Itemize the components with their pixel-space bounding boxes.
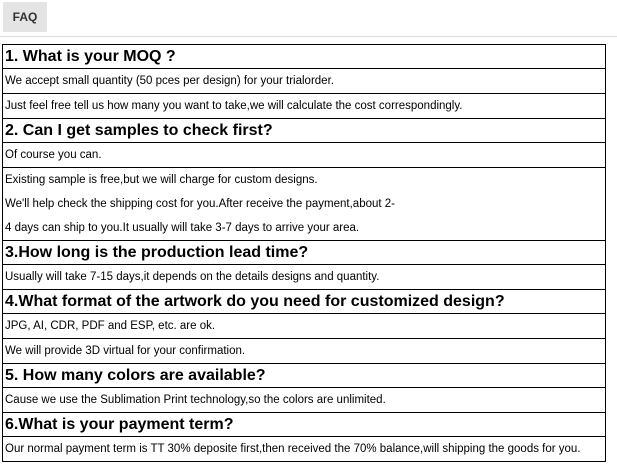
faq-answer-row bbox=[3, 69, 606, 94]
answer-line: Usually will take 7-15 days,it depends on the details designs and quantity. bbox=[5, 271, 380, 283]
faq-question-row bbox=[3, 364, 606, 388]
answer-line: We will provide 3D virtual for your confirmation. bbox=[5, 345, 246, 357]
faq-answer-row bbox=[3, 339, 606, 364]
faq-question: 6.What is your payment term? bbox=[3, 413, 606, 437]
faq-question: 3.How long is the production lead time? bbox=[3, 241, 606, 265]
faq-question: 5. How many colors are available? bbox=[3, 364, 606, 388]
faq-question-row bbox=[3, 241, 606, 265]
faq-answer bbox=[3, 265, 606, 290]
answer-line: Our normal payment term is TT 30% deposite first,then received the 70% balance,will shipping the goods for you. bbox=[5, 443, 581, 455]
faq-answer-row bbox=[3, 143, 606, 168]
faq-answer-row bbox=[3, 314, 606, 339]
answer-line: We'll help check the shipping cost for you.After receive the payment,about 2- bbox=[5, 198, 396, 210]
faq-question: 1. What is your MOQ ? bbox=[3, 45, 606, 69]
answer-line: Just feel free tell us how many you want to take,we will calculate the cost correspondingly. bbox=[5, 100, 463, 112]
tab-bar bbox=[0, 0, 617, 37]
faq-answer-row bbox=[3, 437, 606, 462]
faq-table bbox=[2, 44, 606, 462]
faq-question: 2. Can I get samples to check first? bbox=[3, 119, 606, 143]
answer-line: Of course you can. bbox=[5, 149, 102, 161]
faq-question: 4.What format of the artwork do you need for customized design? bbox=[3, 290, 606, 314]
faq-question-row bbox=[3, 119, 606, 143]
faq-answer bbox=[3, 168, 606, 241]
faq-answer-row bbox=[3, 168, 606, 241]
faq-question-row bbox=[3, 45, 606, 69]
tab-faq[interactable]: FAQ bbox=[3, 2, 47, 32]
faq-answer bbox=[3, 314, 606, 339]
faq-answer-row bbox=[3, 388, 606, 413]
faq-answer bbox=[3, 94, 606, 119]
faq-question-row bbox=[3, 290, 606, 314]
faq-answer bbox=[3, 388, 606, 413]
faq-answer bbox=[3, 339, 606, 364]
faq-answer-row bbox=[3, 94, 606, 119]
faq-answer bbox=[3, 437, 606, 462]
answer-line: JPG, AI, CDR, PDF and ESP, etc. are ok. bbox=[5, 320, 216, 332]
answer-line: Existing sample is free,but we will charge for custom designs. bbox=[5, 174, 318, 186]
faq-question-row bbox=[3, 413, 606, 437]
faq-answer bbox=[3, 69, 606, 94]
answer-line: Cause we use the Sublimation Print technology,so the colors are unlimited. bbox=[5, 394, 386, 406]
answer-line: We accept small quantity (50 pces per design) for your trialorder. bbox=[5, 75, 334, 87]
faq-answer bbox=[3, 143, 606, 168]
answer-line: 4 days can ship to you.It usually will take 3-7 days to arrive your area. bbox=[5, 222, 360, 234]
faq-answer-row bbox=[3, 265, 606, 290]
